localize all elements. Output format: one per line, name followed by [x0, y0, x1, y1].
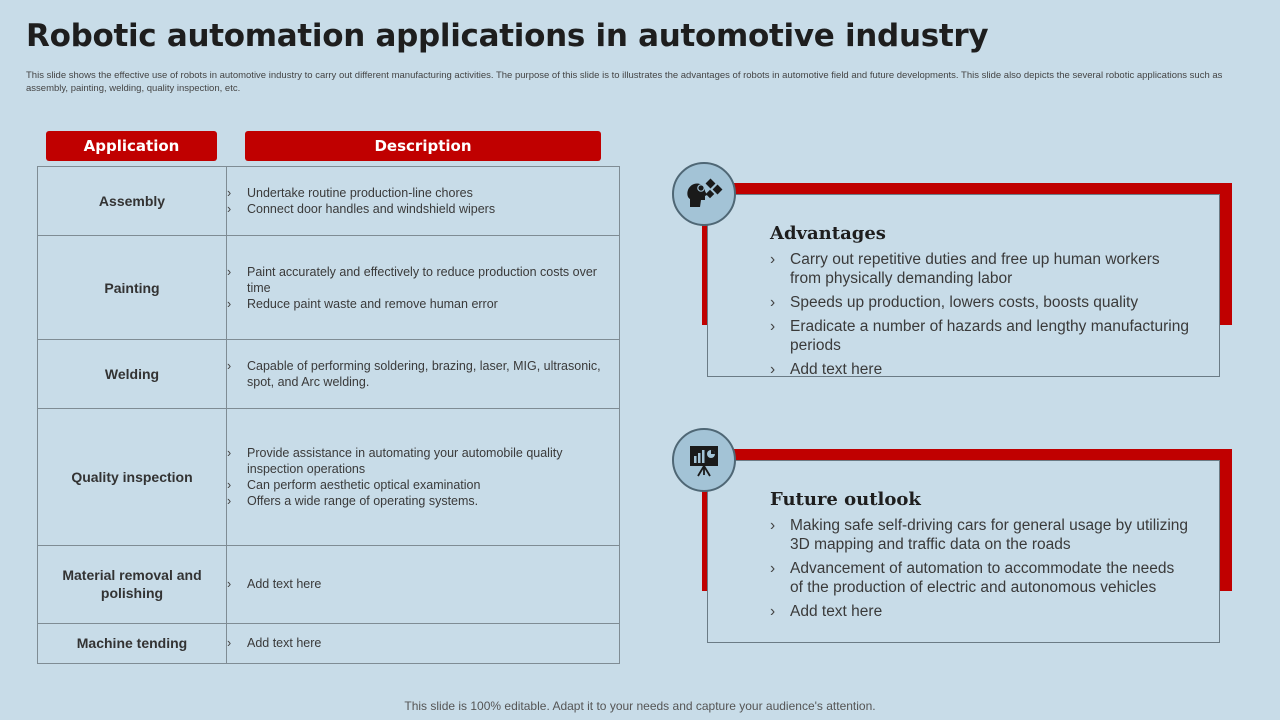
description-bullet: › Provide assistance in automating your automobile quality inspection operations: [227, 445, 619, 477]
application-description: [227, 236, 620, 339]
description-bullet: › Offers a wide range of operating systems.: [227, 493, 619, 509]
presentation-board-icon: [672, 428, 736, 492]
future-outlook-card: [672, 449, 1232, 643]
application-header: Application: [46, 131, 217, 161]
page-title: Robotic automation applications in automotive industry: [26, 18, 989, 54]
application-name: Assembly: [38, 167, 227, 236]
table-row: [38, 623, 620, 663]
advantages-bullet: › Add text here: [770, 360, 1190, 379]
description-bullet: › Reduce paint waste and remove human error: [227, 296, 619, 312]
description-bullet: › Can perform aesthetic optical examination: [227, 477, 619, 493]
description-header: Description: [245, 131, 601, 161]
advantages-bullet: › Eradicate a number of hazards and lengthy manufacturing periods: [770, 317, 1190, 355]
application-description: [227, 409, 620, 546]
page-subtitle: This slide shows the effective use of robots in automotive industry to carry out different manufacturing activities. The purpose of this slide is to illustrates the advantages of robots in automotive field and future developments. This slide also depicts the several robotic applications such as assembly, painting, welding, quality inspection, etc.: [26, 70, 1223, 94]
application-description: [227, 623, 620, 663]
head-gears-icon: [672, 162, 736, 226]
advantages-list: [770, 250, 1190, 384]
description-list: [227, 358, 619, 390]
application-description: [227, 546, 620, 624]
description-list: [227, 264, 619, 312]
table-row: [38, 167, 620, 236]
application-description: [227, 339, 620, 408]
description-list: [227, 185, 619, 217]
future-bullet: › Advancement of automation to accommodate the needs of the production of electric and autonomous vehicles: [770, 559, 1190, 597]
advantages-panel: [707, 194, 1220, 377]
advantages-title: Advantages: [770, 223, 886, 244]
description-list: [227, 576, 619, 592]
application-name: Welding: [38, 339, 227, 408]
description-bullet: › Add text here: [227, 576, 619, 592]
table-row: [38, 409, 620, 546]
description-bullet: › Paint accurately and effectively to reduce production costs over time: [227, 264, 619, 296]
application-name: Machine tending: [38, 623, 227, 663]
future-panel: [707, 460, 1220, 643]
future-bullet: › Add text here: [770, 602, 1190, 621]
table-row: [38, 339, 620, 408]
description-bullet: › Connect door handles and windshield wipers: [227, 201, 619, 217]
description-list: [227, 635, 619, 651]
description-bullet: › Capable of performing soldering, brazing, laser, MIG, ultrasonic, spot, and Arc welding.: [227, 358, 619, 390]
advantages-card: [672, 183, 1232, 377]
application-name: Material removal and polishing: [38, 546, 227, 624]
table-row: [38, 546, 620, 624]
advantages-bullet: › Carry out repetitive duties and free up human workers from physically demanding labor: [770, 250, 1190, 288]
description-bullet: › Undertake routine production-line chores: [227, 185, 619, 201]
advantages-bullet: › Speeds up production, lowers costs, boosts quality: [770, 293, 1190, 312]
footer-note: This slide is 100% editable. Adapt it to your needs and capture your audience's attention.: [404, 699, 876, 713]
table-row: [38, 236, 620, 339]
description-list: [227, 445, 619, 509]
future-list: [770, 516, 1190, 626]
future-title: Future outlook: [770, 489, 921, 510]
application-description: [227, 167, 620, 236]
application-name: Quality inspection: [38, 409, 227, 546]
application-name: Painting: [38, 236, 227, 339]
applications-table: [37, 166, 620, 664]
description-bullet: › Add text here: [227, 635, 619, 651]
future-bullet: › Making safe self-driving cars for general usage by utilizing 3D mapping and traffic data on the roads: [770, 516, 1190, 554]
